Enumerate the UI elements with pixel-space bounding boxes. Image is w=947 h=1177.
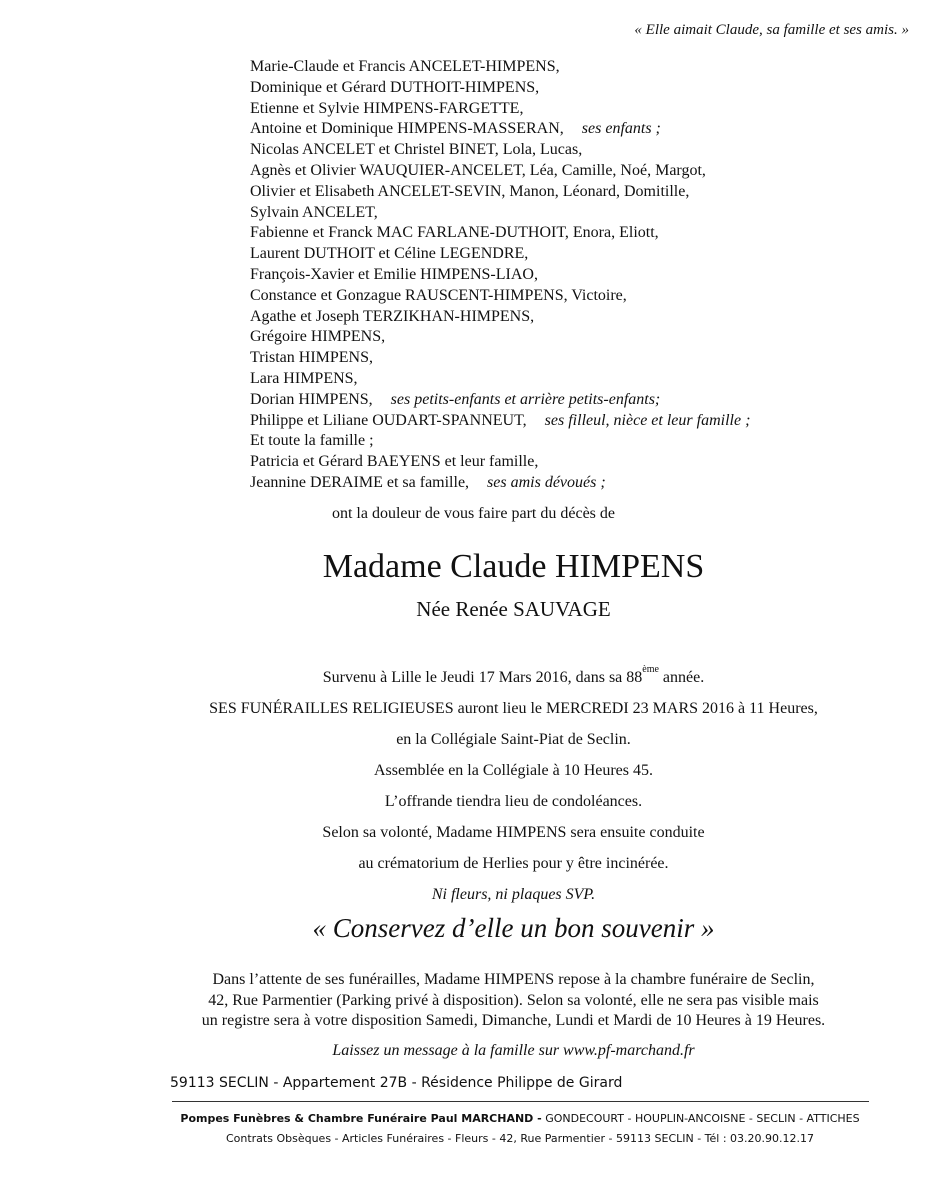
family-names: Marie-Claude et Francis ANCELET-HIMPENS,: [250, 58, 560, 75]
family-row: [250, 161, 750, 182]
funeral-details: [40, 662, 947, 910]
family-row: [250, 244, 750, 265]
family-names: Laurent DUTHOIT et Céline LEGENDRE,: [250, 245, 529, 263]
family-row: [250, 78, 750, 99]
death-suffix: année.: [658, 669, 705, 686]
family-row: [250, 348, 750, 369]
message-link: Laissez un message à la famille sur www.pf-marchand.fr: [332, 1042, 695, 1059]
family-role: ses amis dévoués ;: [487, 473, 606, 491]
repose-paragraph: [40, 970, 947, 1032]
family-names: Constance et Gonzague RAUSCENT-HIMPENS, Victoire,: [250, 286, 627, 304]
family-row: [250, 473, 750, 494]
family-names: Et toute la famille ;: [250, 432, 374, 450]
family-names: Grégoire HIMPENS,: [250, 328, 386, 346]
family-names: Dominique et Gérard DUTHOIT-HIMPENS,: [250, 78, 540, 96]
location-line: en la Collégiale Saint-Piat de Seclin.: [396, 731, 631, 748]
epigraph: « Elle aimait Claude, sa famille et ses amis. »: [634, 22, 909, 38]
family-row: [250, 119, 750, 140]
wish-line: Selon sa volonté, Madame HIMPENS sera ensuite conduite: [322, 824, 705, 841]
family-row: [250, 390, 750, 411]
family-row: [250, 452, 750, 473]
family-list: [250, 57, 750, 494]
family-row: [250, 265, 750, 286]
offering-line: L’offrande tiendra lieu de condoléances.: [384, 793, 643, 810]
family-names: Dorian HIMPENS,: [250, 390, 373, 408]
family-row: [250, 140, 750, 161]
family-names: Lara HIMPENS,: [250, 369, 358, 387]
family-names: Olivier et Elisabeth ANCELET-SEVIN, Manon, Léonard, Domitille,: [250, 182, 690, 200]
family-names: Sylvain ANCELET,: [250, 203, 378, 221]
no-flowers-line: Ni fleurs, ni plaques SVP.: [431, 886, 596, 903]
family-names: Tristan HIMPENS,: [250, 349, 373, 367]
family-row: [250, 431, 750, 452]
family-names: Jeannine DERAIME et sa famille,: [250, 473, 470, 491]
family-names: Agathe et Joseph TERZIKHAN-HIMPENS,: [250, 307, 535, 325]
memorial-quote: « Conservez d’elle un bon souvenir »: [312, 913, 715, 943]
family-row: [250, 286, 750, 307]
repose-line: un registre sera à votre disposition Samedi, Dimanche, Lundi et Mardi de 10 Heures à 19 Heures.: [201, 1012, 826, 1029]
death-line: [40, 662, 947, 693]
family-names: Agnès et Olivier WAUQUIER-ANCELET, Léa, Camille, Noé, Margot,: [250, 161, 706, 179]
company-name: Pompes Funèbres & Chambre Funéraire Paul MARCHAND -: [180, 1112, 542, 1125]
family-role: ses enfants ;: [581, 120, 661, 138]
family-row: [250, 223, 750, 244]
family-row: [250, 203, 750, 224]
company-towns: GONDECOURT - HOUPLIN-ANCOISNE - SECLIN - ATTICHES: [541, 1112, 860, 1125]
family-row: [250, 99, 750, 120]
family-row: [250, 411, 750, 432]
ordinal-suffix: ème: [642, 664, 659, 675]
death-text: Survenu à Lille le Jeudi 17 Mars 2016, dans sa 88: [322, 669, 643, 686]
family-row: [250, 327, 750, 348]
family-row: [250, 307, 750, 328]
family-names: Philippe et Liliane OUDART-SPANNEUT,: [250, 411, 527, 429]
footer-contact-line: Contrats Obsèques - Articles Funéraires - Fleurs - 42, Rue Parmentier - 59113 SECLIN - Tél : 03.20.90.12.17: [225, 1132, 815, 1145]
family-row: [250, 57, 750, 78]
assembly-line: Assemblée en la Collégiale à 10 Heures 45.: [373, 762, 654, 779]
repose-line: Dans l’attente de ses funérailles, Madame HIMPENS repose à la chambre funéraire de Seclin,: [212, 971, 815, 988]
divider: [172, 1101, 869, 1102]
deceased-name: Madame Claude HIMPENS: [322, 548, 705, 585]
family-row: [250, 182, 750, 203]
family-names: Etienne et Sylvie HIMPENS-FARGETTE,: [250, 99, 524, 117]
address: 59113 SECLIN - Appartement 27B - Résidence Philippe de Girard: [170, 1075, 623, 1091]
family-names: Nicolas ANCELET et Christel BINET, Lola, Lucas,: [250, 141, 583, 159]
announcement-intro: ont la douleur de vous faire part du décès de: [331, 505, 615, 522]
crematorium-line: au crématorium de Herlies pour y être incinérée.: [358, 855, 669, 872]
footer-company-line: [0, 1112, 947, 1125]
birth-name: Née Renée SAUVAGE: [416, 597, 611, 621]
family-row: [250, 369, 750, 390]
family-role: ses petits-enfants et arrière petits-enfants;: [390, 390, 661, 408]
family-names: François-Xavier et Emilie HIMPENS-LIAO,: [250, 265, 538, 283]
family-names: Antoine et Dominique HIMPENS-MASSERAN,: [250, 120, 564, 138]
repose-line: 42, Rue Parmentier (Parking privé à disposition). Selon sa volonté, elle ne sera pas visible mais: [208, 991, 819, 1009]
family-role: ses filleul, nièce et leur famille ;: [544, 411, 751, 429]
family-names: Patricia et Gérard BAEYENS et leur famille,: [250, 453, 539, 471]
funeral-line: SES FUNÉRAILLES RELIGIEUSES auront lieu le MERCREDI 23 MARS 2016 à 11 Heures,: [209, 700, 818, 717]
family-names: Fabienne et Franck MAC FARLANE-DUTHOIT, Enora, Eliott,: [250, 224, 659, 242]
